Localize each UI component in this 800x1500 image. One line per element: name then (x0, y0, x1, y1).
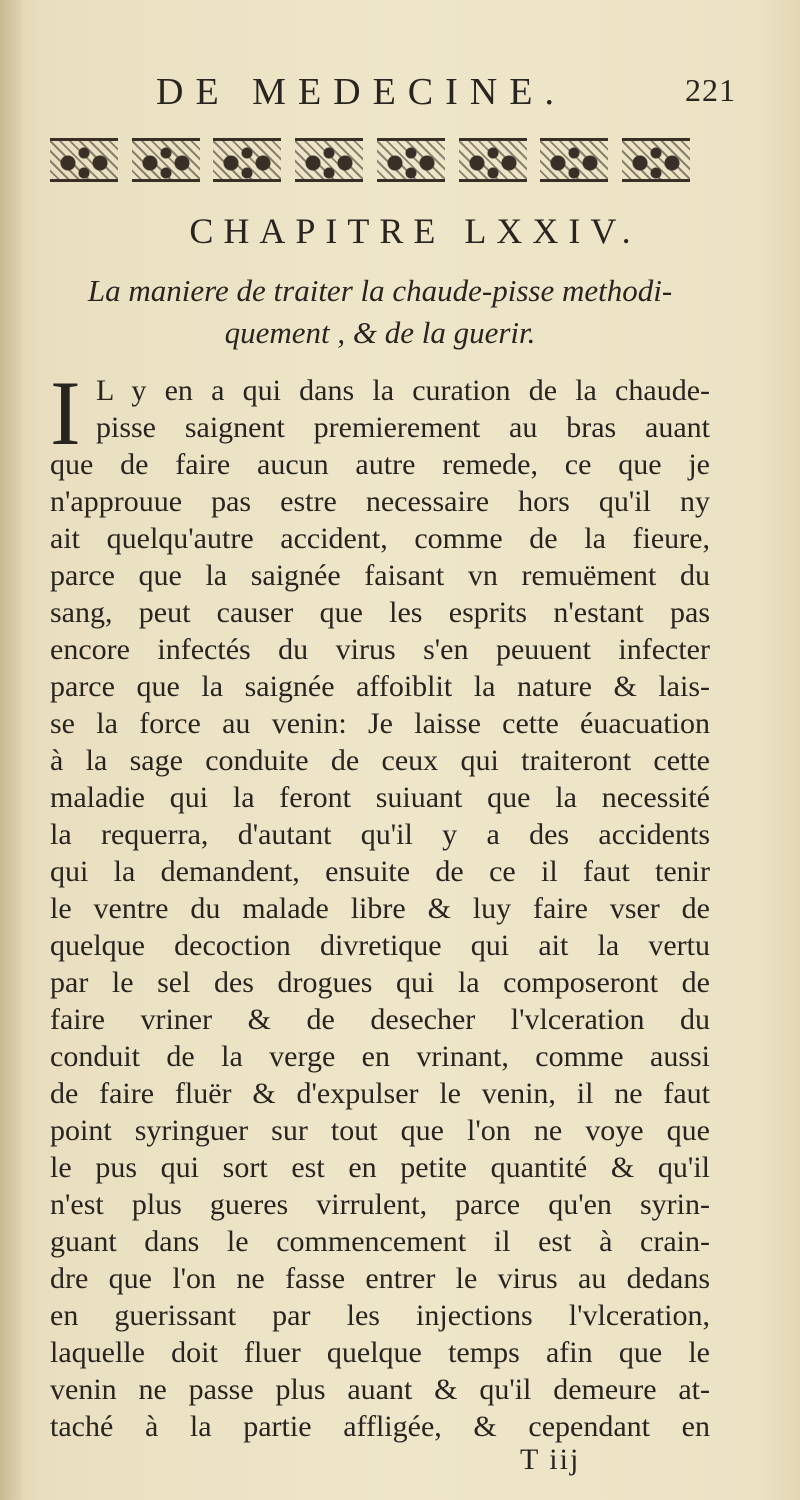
signature-mark: T iij (520, 1443, 581, 1476)
text-line: en guerissant par les injections l'vlceration, (50, 1299, 710, 1332)
ornament-icon (295, 138, 363, 182)
text-line: la requerra, d'autant qu'il y a des accidents (50, 818, 710, 851)
text-line: n'approuue pas estre necessaire hors qu'il ny (50, 485, 710, 518)
text-line: se la force au venin: Je laisse cette éuacuation (50, 707, 710, 740)
subtitle-line: quement , & de la guerir. (224, 315, 536, 350)
text-line: à la sage conduite de ceux qui traiteront cette (50, 744, 710, 777)
ornament-icon (540, 138, 608, 182)
text-line: de faire fluër & d'expulser le venin, il ne faut (50, 1077, 710, 1110)
text-line: le pus qui sort est en petite quantité & qu'il (50, 1151, 710, 1184)
ornament-icon (459, 138, 527, 182)
text-line: encore infectés du virus s'en peuuent infecter (50, 633, 710, 666)
text-line: venin ne passe plus auant & qu'il demeure at- (50, 1373, 710, 1406)
text-line: que de faire aucun autre remede, ce que je (50, 448, 710, 481)
text-line: conduit de la verge en vrinant, comme aussi (50, 1040, 710, 1073)
text-line: pisse saignent premierement au bras auant (96, 411, 710, 444)
chapter-subtitle (55, 270, 705, 354)
ornament-icon (132, 138, 200, 182)
drop-cap: I (50, 362, 81, 464)
ornament-icon (622, 138, 690, 182)
body-text (50, 362, 710, 1445)
page-number: 221 (685, 72, 736, 108)
text-line: guant dans le commencement il est à crain- (50, 1225, 710, 1258)
text-line: qui la demandent, ensuite de ce il faut tenir (50, 855, 710, 888)
text-line: point syringuer sur tout que l'on ne voye que (50, 1114, 710, 1147)
decorative-ornament-band (50, 138, 690, 182)
text-line: ait quelqu'autre accident, comme de la fieure, (50, 522, 710, 555)
ornament-icon (50, 138, 118, 182)
text-line: faire vriner & de desecher l'vlceration du (50, 1003, 710, 1036)
text-line: sang, peut causer que les esprits n'estant pas (50, 596, 710, 629)
text-line: par le sel des drogues qui la composeront de (50, 966, 710, 999)
text-line: quelque decoction divretique qui ait la vertu (50, 929, 710, 962)
subtitle-line: La maniere de traiter la chaude-pisse methodi- (87, 273, 673, 308)
running-head-title: DE MEDECINE. (156, 71, 566, 113)
text-line: maladie qui la feront suiuant que la necessité (50, 781, 710, 814)
ornament-icon (213, 138, 281, 182)
text-line: dre que l'on ne fasse entrer le virus au dedans (50, 1262, 710, 1295)
chapter-heading: CHAPITRE LXXIV. (189, 211, 641, 251)
text-line: le ventre du malade libre & luy faire vser de (50, 892, 710, 925)
text-line: parce que la saignée affoiblit la nature & lais- (50, 670, 710, 703)
text-line: taché à la partie affligée, & cependant en (50, 1410, 710, 1443)
text-line: n'est plus gueres virrulent, parce qu'en syrin- (50, 1188, 710, 1221)
text-line: parce que la saignée faisant vn remuëment du (50, 559, 710, 592)
text-line: laquelle doit fluer quelque temps afin que le (50, 1336, 710, 1369)
ornament-icon (377, 138, 445, 182)
running-head (60, 70, 740, 118)
text-line: L y en a qui dans la curation de la chaude- (96, 374, 710, 407)
